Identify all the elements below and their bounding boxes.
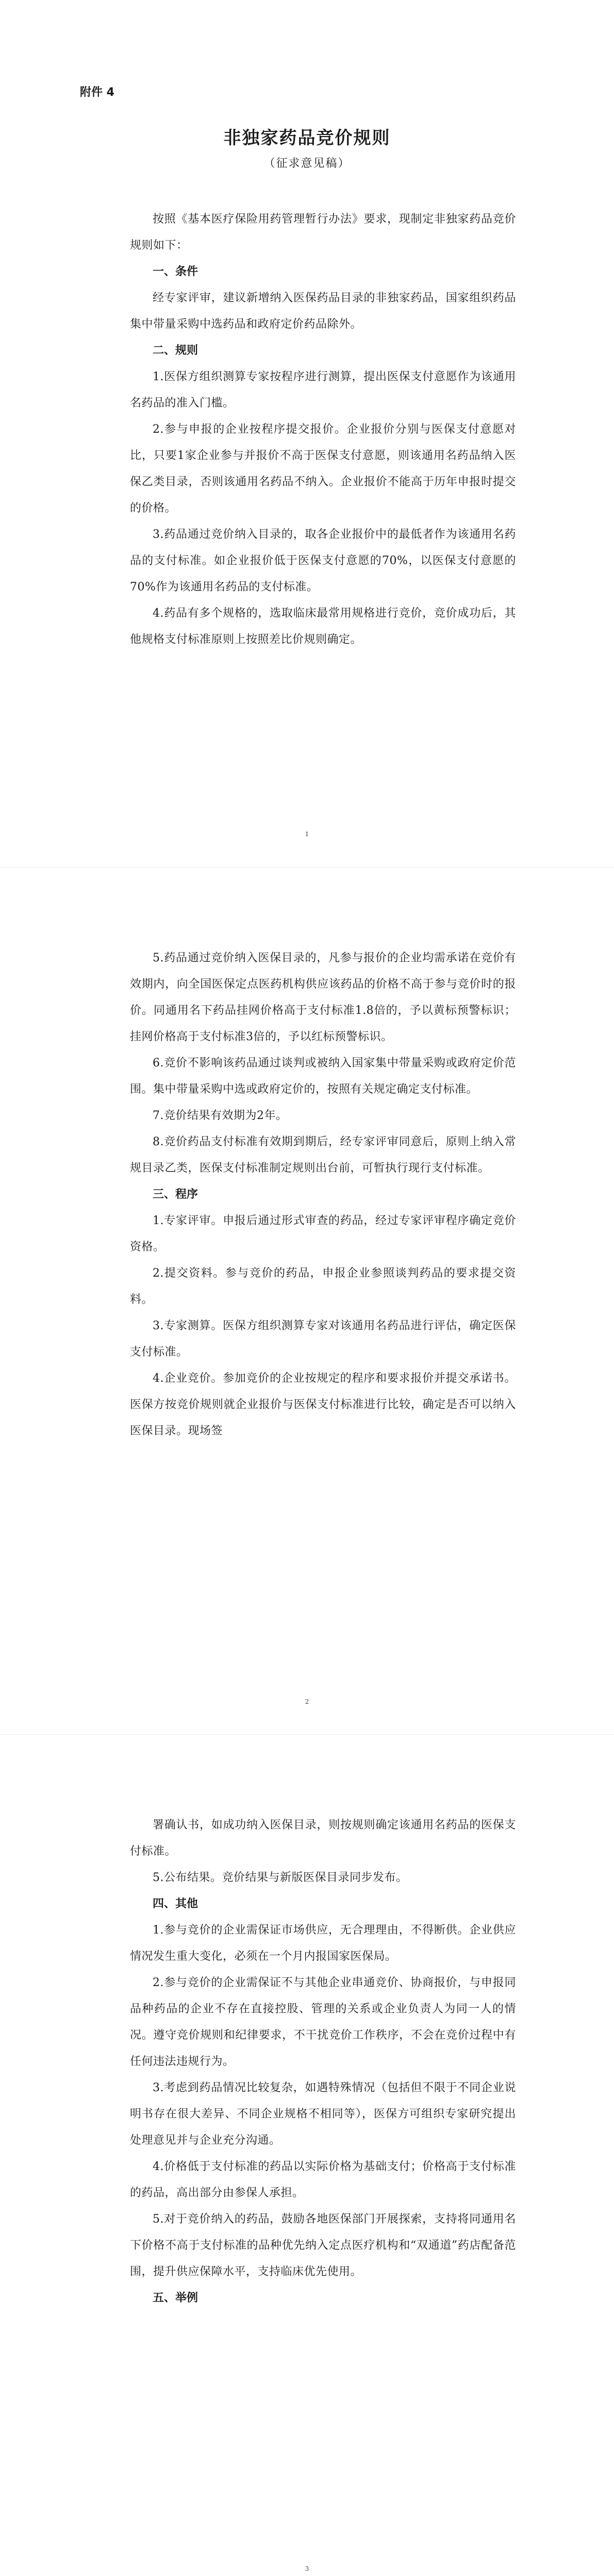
page-3 bbox=[0, 1734, 614, 2576]
page-number: 1 bbox=[305, 831, 309, 838]
body-paragraph: 5.公布结果。竞价结果与新版医保目录同步发布。 bbox=[153, 1871, 408, 1884]
body-paragraph: 按照《基本医疗保险用药管理暂行办法》要求，现制定非独家药品竞价规则如下： bbox=[130, 213, 516, 252]
page-number: 3 bbox=[305, 2565, 309, 2572]
body-paragraph: 4.企业竞价。参加竞价的企业按规定的程序和要求报价并提交承诺书。医保方按竞价规则就企业报价与医保支付标准进行比较，确定是否可以纳入医保目录。现场签 bbox=[130, 1372, 516, 1437]
page-1 bbox=[0, 0, 614, 867]
page-2 bbox=[0, 867, 614, 1735]
page-2-body bbox=[130, 945, 516, 1444]
section-heading: 二、规则 bbox=[153, 344, 198, 357]
document-title: 非独家药品竞价规则 bbox=[223, 128, 391, 148]
page-1-body bbox=[130, 206, 516, 653]
body-paragraph: 1.医保方组织测算专家按程序进行测算，提出医保支付意愿作为该通用名药品的准入门槛。 bbox=[130, 370, 516, 410]
body-paragraph: 3.专家测算。医保方组织测算专家对该通用名药品进行评估，确定医保支付标准。 bbox=[130, 1319, 516, 1359]
body-paragraph: 4.药品有多个规格的，选取临床最常用规格进行竞价，竞价成功后，其他规格支付标准原则上按照差比价规则确定。 bbox=[130, 607, 516, 646]
body-paragraph: 5.对于竞价纳入的药品，鼓励各地医保部门开展探索，支持将同通用名下价格不高于支付标准的品种优先纳入定点医疗机构和“双通道”药店配备范围，提升供应保障水平，支持临床优先使用。 bbox=[130, 2213, 516, 2278]
body-paragraph: 经专家评审，建议新增纳入医保药品目录的非独家药品，国家组织药品集中带量采购中选药品和政府定价药品除外。 bbox=[130, 292, 516, 331]
section-heading: 四、其他 bbox=[153, 1897, 198, 1910]
body-paragraph: 署确认书，如成功纳入医保目录，则按规则确定该通用名药品的医保支付标准。 bbox=[130, 1819, 516, 1858]
body-paragraph: 7.竞价结果有效期为2年。 bbox=[153, 1109, 288, 1122]
body-paragraph: 2.参与竞价的企业需保证不与其他企业串通竞价、协商报价，与申报同品种药品的企业不存在直接控股、管理的关系或企业负责人为同一人的情况。遵守竞价规则和纪律要求，不干扰竞价工作秩序，不会在竞价过程中有任何违法违规行为。 bbox=[130, 1976, 516, 2068]
body-paragraph: 4.价格低于支付标准的药品以实际价格为基础支付；价格高于支付标准的药品，高出部分由参保人承担。 bbox=[130, 2160, 516, 2199]
body-paragraph: 5.药品通过竞价纳入医保目录的，凡参与报价的企业均需承诺在竞价有效期内，向全国医保定点医药机构供应该药品的价格不高于参与竞价时的报价。同通用名下药品挂网价格高于支付标准1.8倍的，予以黄标预警标识；挂网价格高于支付标准3倍的，予以红标预警标识。 bbox=[130, 952, 516, 1043]
body-paragraph: 6.竞价不影响该药品通过谈判或被纳入国家集中带量采购或政府定价范围。集中带量采购中选或政府定价的，按照有关规定确定支付标准。 bbox=[130, 1057, 516, 1096]
body-paragraph: 1.专家评审。申报后通过形式审查的药品，经过专家评审程序确定竞价资格。 bbox=[130, 1214, 516, 1253]
body-paragraph: 8.竞价药品支付标准有效期到期后，经专家评审同意后，原则上纳入常规目录乙类，医保支付标准制定规则出台前，可暂执行现行支付标准。 bbox=[130, 1136, 516, 1175]
body-paragraph: 2.参与申报的企业按程序提交报价。企业报价分别与医保支付意愿对比，只要1家企业参与并报价不高于医保支付意愿，则该通用名药品纳入医保乙类目录，否则该通用名药品不纳入。企业报价不能高于历年申报时提交的价格。 bbox=[130, 423, 516, 515]
section-heading: 三、程序 bbox=[153, 1188, 198, 1201]
body-paragraph: 3.药品通过竞价纳入目录的，取各企业报价中的最低者作为该通用名药品的支付标准。如企业报价低于医保支付意愿的70%，以医保支付意愿的70%作为该通用名药品的支付标准。 bbox=[130, 528, 516, 594]
page-3-body bbox=[130, 1812, 516, 2311]
body-paragraph: 3.考虑到药品情况比较复杂，如遇特殊情况（包括但不限于不同企业说明书存在很大差异、不同企业规格不相同等），医保方可组织专家研究提出处理意见并与企业充分沟通。 bbox=[130, 2081, 516, 2147]
attachment-label: 附件 4 bbox=[80, 86, 114, 99]
section-heading: 一、条件 bbox=[153, 265, 198, 278]
body-paragraph: 1.参与竞价的企业需保证市场供应，无合理理由，不得断供。企业供应情况发生重大变化，必须在一个月内报国家医保局。 bbox=[130, 1924, 516, 1963]
body-paragraph: 2.提交资料。参与竞价的药品，申报企业参照谈判药品的要求提交资料。 bbox=[130, 1267, 516, 1306]
document-subtitle: （征求意见稿） bbox=[263, 157, 351, 170]
page-number: 2 bbox=[305, 1698, 309, 1705]
section-heading: 五、举例 bbox=[153, 2292, 198, 2304]
